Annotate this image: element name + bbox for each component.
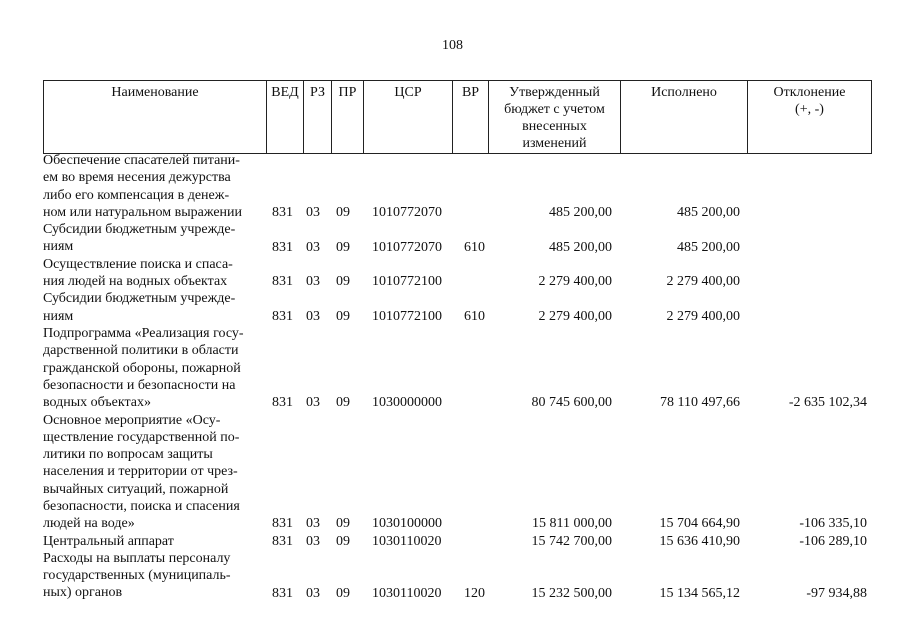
- cell-vr: 610: [464, 239, 485, 255]
- cell-approved: 485 200,00: [549, 239, 612, 255]
- row-name: [43, 533, 273, 550]
- row-name-line: населения и территории от чрез-: [43, 464, 238, 480]
- cell-rz: 03: [306, 204, 320, 220]
- cell-pr: 09: [336, 585, 350, 601]
- row-name-line: водных объектах»: [43, 395, 151, 411]
- row-name-line: ния людей на водных объектах: [43, 274, 228, 290]
- row-name-line: Осуществление поиска и спаса-: [43, 256, 233, 272]
- row-name-line: гражданской обороны, пожарной: [43, 360, 241, 376]
- cell-approved: 2 279 400,00: [538, 308, 612, 324]
- row-name-line: государственных (муниципаль-: [43, 568, 231, 584]
- cell-rz: 03: [306, 516, 320, 532]
- row-name-line: Обеспечение спасателей питани-: [43, 153, 240, 168]
- cell-rz: 03: [306, 308, 320, 324]
- cell-csr: 1030110020: [372, 585, 442, 601]
- cell-executed: 2 279 400,00: [666, 274, 740, 290]
- table-header: [43, 80, 872, 154]
- cell-rz: 03: [306, 533, 320, 549]
- row-name-line: людей на воде»: [43, 516, 135, 532]
- cell-deviation: -106 289,10: [799, 533, 867, 549]
- cell-rz: 03: [306, 585, 320, 601]
- header-ved: ВЕД: [266, 81, 303, 153]
- cell-csr: 1010772070: [372, 239, 442, 255]
- row-name-line: Центральный аппарат: [43, 533, 174, 549]
- cell-executed: 15 636 410,90: [659, 533, 740, 549]
- cell-ved: 831: [272, 274, 293, 290]
- cell-csr: 1010772100: [372, 274, 442, 290]
- row-name-line: дарственной политики в области: [43, 343, 239, 359]
- cell-deviation: -97 934,88: [806, 585, 867, 601]
- cell-ved: 831: [272, 239, 293, 255]
- header-approved: Утвержденный бюджет с учетом внесенных изменений: [488, 81, 620, 153]
- row-name: [43, 412, 273, 533]
- cell-pr: 09: [336, 239, 350, 255]
- cell-approved: 15 742 700,00: [531, 533, 612, 549]
- cell-pr: 09: [336, 395, 350, 411]
- row-name-line: ных) органов: [43, 585, 123, 601]
- row-name: [43, 221, 273, 256]
- cell-pr: 09: [336, 274, 350, 290]
- row-name-line: Подпрограмма «Реализация госу-: [43, 326, 244, 341]
- cell-rz: 03: [306, 274, 320, 290]
- header-csr: ЦСР: [363, 81, 452, 153]
- row-name-line: ществление государственной по-: [43, 429, 240, 445]
- cell-csr: 1030110020: [372, 533, 442, 549]
- cell-executed: 15 134 565,12: [659, 585, 740, 601]
- header-deviation: Отклонение (+, -): [747, 81, 872, 153]
- row-name-line: вычайных ситуаций, пожарной: [43, 481, 229, 497]
- cell-executed: 2 279 400,00: [666, 308, 740, 324]
- row-name-line: Субсидии бюджетным учрежде-: [43, 222, 236, 238]
- cell-vr: 120: [464, 585, 485, 601]
- header-pr: ПР: [331, 81, 363, 153]
- cell-approved: 80 745 600,00: [531, 395, 612, 411]
- cell-approved: 15 811 000,00: [532, 516, 612, 532]
- cell-pr: 09: [336, 308, 350, 324]
- row-name-line: безопасности, поиска и спасения: [43, 498, 240, 514]
- row-name-line: Субсидии бюджетным учрежде-: [43, 291, 236, 307]
- cell-rz: 03: [306, 239, 320, 255]
- row-name: [43, 325, 273, 411]
- cell-approved: 485 200,00: [549, 204, 612, 220]
- row-name: [43, 152, 273, 221]
- cell-pr: 09: [336, 204, 350, 220]
- row-name-line: ниям: [43, 239, 74, 255]
- row-name: [43, 550, 273, 602]
- header-rz: РЗ: [303, 81, 331, 153]
- cell-executed: 485 200,00: [677, 239, 740, 255]
- row-name-line: Расходы на выплаты персоналу: [43, 550, 231, 566]
- row-name-line: Основное мероприятие «Осу-: [43, 412, 221, 428]
- cell-ved: 831: [272, 204, 293, 220]
- row-name-line: ем во время несения дежурства: [43, 170, 231, 186]
- cell-csr: 1030100000: [372, 516, 442, 532]
- row-name-line: безопасности и безопасности на: [43, 377, 236, 393]
- cell-ved: 831: [272, 395, 293, 411]
- cell-deviation: -106 335,10: [799, 516, 867, 532]
- cell-executed: 15 704 664,90: [659, 516, 740, 532]
- cell-csr: 1030000000: [372, 395, 442, 411]
- cell-pr: 09: [336, 533, 350, 549]
- row-name-line: ном или натуральном выражении: [43, 204, 243, 220]
- row-name-line: ниям: [43, 308, 74, 324]
- row-name: [43, 290, 273, 325]
- cell-csr: 1010772100: [372, 308, 442, 324]
- page-number: 108: [442, 38, 463, 53]
- header-name: Наименование: [43, 81, 266, 153]
- cell-ved: 831: [272, 308, 293, 324]
- row-name-line: либо его компенсация в денеж-: [43, 187, 230, 203]
- cell-executed: 485 200,00: [677, 204, 740, 220]
- row-name: [43, 256, 273, 291]
- cell-ved: 831: [272, 516, 293, 532]
- header-executed: Исполнено: [620, 81, 747, 153]
- cell-vr: 610: [464, 308, 485, 324]
- cell-ved: 831: [272, 533, 293, 549]
- cell-ved: 831: [272, 585, 293, 601]
- cell-rz: 03: [306, 395, 320, 411]
- cell-deviation: -2 635 102,34: [788, 395, 867, 411]
- header-vr: ВР: [452, 81, 488, 153]
- cell-approved: 2 279 400,00: [538, 274, 612, 290]
- cell-approved: 15 232 500,00: [531, 585, 612, 601]
- cell-pr: 09: [336, 516, 350, 532]
- row-name-line: литики по вопросам защиты: [43, 447, 213, 463]
- cell-csr: 1010772070: [372, 204, 442, 220]
- cell-executed: 78 110 497,66: [660, 395, 740, 411]
